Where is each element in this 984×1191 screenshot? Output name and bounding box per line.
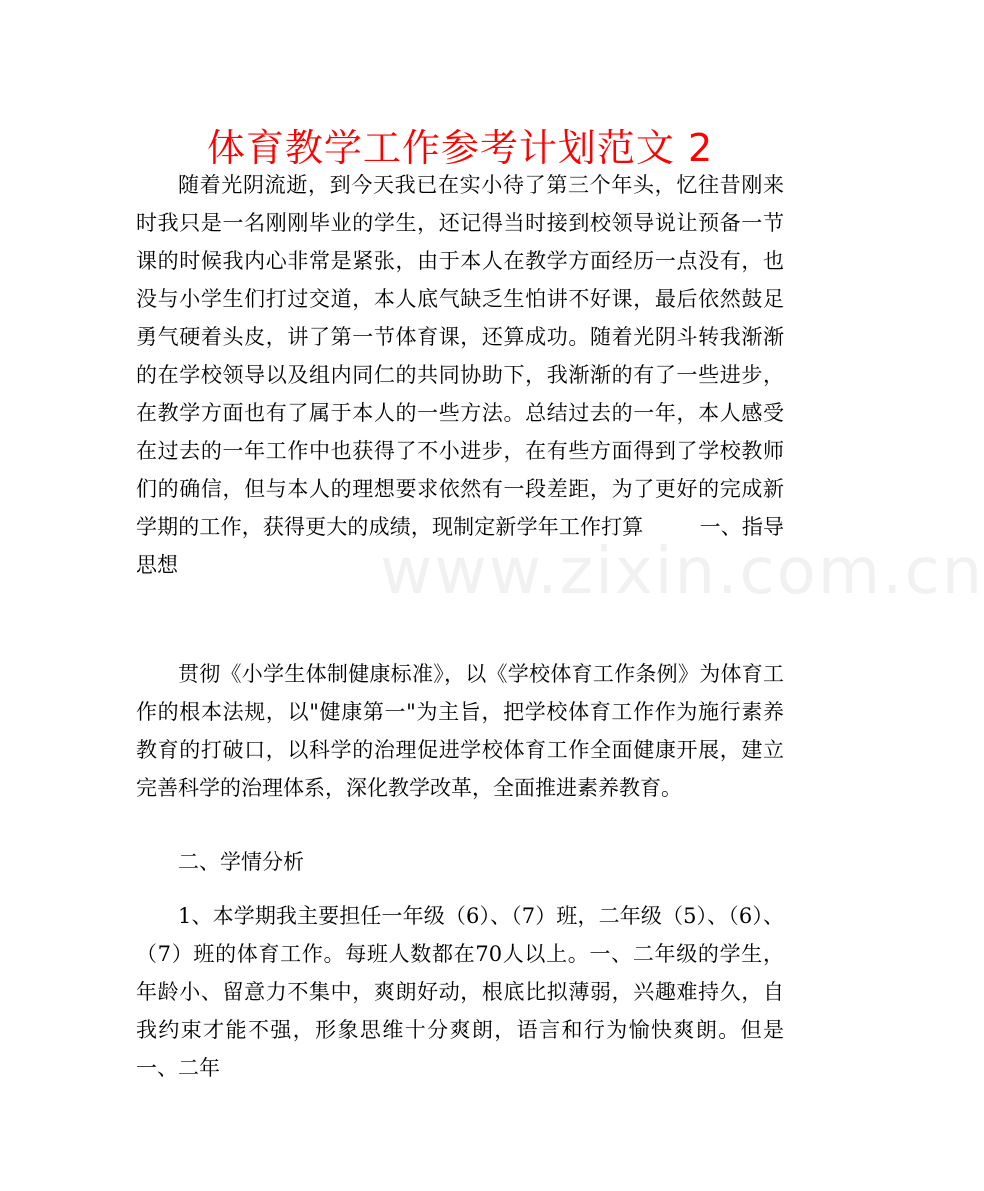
guiding-paragraph: 贯彻《小学生体制健康标准》，以《学校体育工作条例》为体育工作的根本法规，以"健康第一"为主旨，把学校体育工作作为施行素养教育的打破口，以科学的治理促进学校体育工作全面健康开展，建立完善科学的治理体系，深化教学改革，全面推进素养教育。: [136, 662, 784, 800]
document-title: 体育教学工作参考计划范文 2: [206, 126, 714, 170]
intro-text: 随着光阴流逝，到今天我已在实小待了第三个年头，忆往昔刚来时我只是一名刚刚毕业的学生，还记得当时接到校领导说让预备一节课的时候我内心非常是紧张，由于本人在教学方面经历一点没有，也没与小学生们打过交道，本人底气缺乏生怕讲不好课，最后依然鼓足勇气硬着头皮，讲了第一节体育课，还算成功。随着光阴斗转我渐渐的在学校领导以及组内同仁的共同协助下，我渐渐的有了一些进步，在教学方面也有了属于本人的一些方法。总结过去的一年，本人感受在过去的一年工作中也获得了不小进步，在有些方面得到了学校教师们的确信，但与本人的理想要求依然有一段差距，为了更好的完成新学期的工作，获得更大的成绩，现制定新学年工作打算: [136, 173, 784, 539]
intro-paragraph-block: [136, 166, 784, 584]
intro-paragraph: [136, 166, 784, 584]
watermark: www.zixin.com.cn: [380, 535, 984, 609]
analysis-paragraph: 1、本学期我主要担任一年级（6）、（7）班，二年级（5）、（6）、（7）班的体育工作。每班人数都在70人以上。一、二年级的学生，年龄小、留意力不集中，爽朗好动，根底比拟薄弱，兴趣难持久，自我约束才能不强，形象思维十分爽朗，语言和行为愉快爽朗。但是一、二年: [136, 904, 784, 1080]
section-heading-guiding: 一、指导思想: [136, 515, 785, 577]
guiding-paragraph-block: [136, 655, 784, 807]
analysis-paragraph-block: [136, 897, 784, 1087]
analysis-heading-block: [136, 843, 784, 881]
section-heading-analysis: 二、学情分析: [178, 850, 304, 874]
